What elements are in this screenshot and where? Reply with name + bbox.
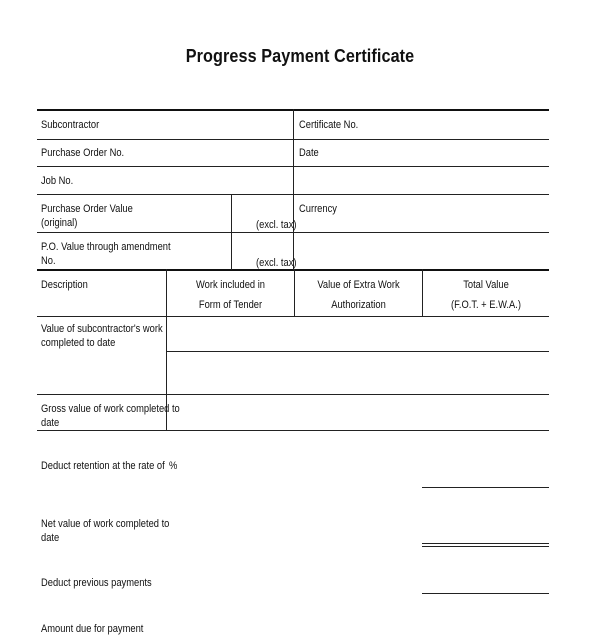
amount-due-label: Amount due for payment — [41, 623, 144, 635]
table-row-divider — [37, 394, 549, 395]
purchase-order-no-label: Purchase Order No. — [41, 147, 125, 159]
document-title: Progress Payment Certificate — [185, 46, 415, 66]
work-included-header-sub: Form of Tender — [198, 299, 263, 311]
form-column-divider — [293, 109, 294, 270]
previous-payments-amount-line — [422, 593, 549, 594]
job-no-label: Job No. — [41, 175, 74, 187]
po-amendment-label: P.O. Value through amendment — [41, 241, 171, 253]
retention-percent-sign: % — [169, 460, 178, 472]
currency-label: Currency — [299, 203, 337, 215]
work-completed-label: Value of subcontractor's work — [41, 323, 163, 335]
net-value-label-sub: date — [41, 532, 60, 544]
gross-value-label: Gross value of work completed to — [41, 403, 180, 415]
table-header-bottom-border — [37, 316, 549, 317]
retention-label: Deduct retention at the rate of — [41, 460, 165, 472]
work-completed-label-sub: completed to date — [41, 337, 116, 349]
po-value-label-sub: (original) — [41, 217, 78, 229]
retention-amount-line — [422, 487, 549, 488]
net-value-double-line — [422, 546, 549, 547]
certificate-no-label: Certificate No. — [299, 119, 359, 131]
table-row-divider — [166, 351, 549, 352]
total-value-header: Total Value — [463, 279, 509, 291]
excl-tax-note: (excl. tax) — [256, 257, 297, 269]
extra-work-header: Value of Extra Work — [317, 279, 400, 291]
net-value-label: Net value of work completed to — [41, 518, 170, 530]
work-included-header: Work included in — [196, 279, 265, 291]
table-header-divider — [294, 269, 295, 316]
description-header: Description — [41, 279, 88, 291]
po-amendment-label-sub: No. — [41, 255, 56, 267]
previous-payments-label: Deduct previous payments — [41, 577, 152, 589]
gross-value-label-sub: date — [41, 417, 60, 429]
net-value-double-line — [422, 543, 549, 544]
po-value-label: Purchase Order Value — [41, 203, 133, 215]
total-value-header-sub: (F.O.T. + E.W.A.) — [451, 299, 521, 311]
date-label: Date — [299, 147, 319, 159]
subcontractor-label: Subcontractor — [41, 119, 100, 131]
excl-tax-note: (excl. tax) — [256, 219, 297, 231]
extra-work-header-sub: Authorization — [331, 299, 386, 311]
form-value-divider — [231, 194, 232, 270]
table-bottom-border — [37, 430, 549, 431]
table-header-divider — [422, 269, 423, 316]
